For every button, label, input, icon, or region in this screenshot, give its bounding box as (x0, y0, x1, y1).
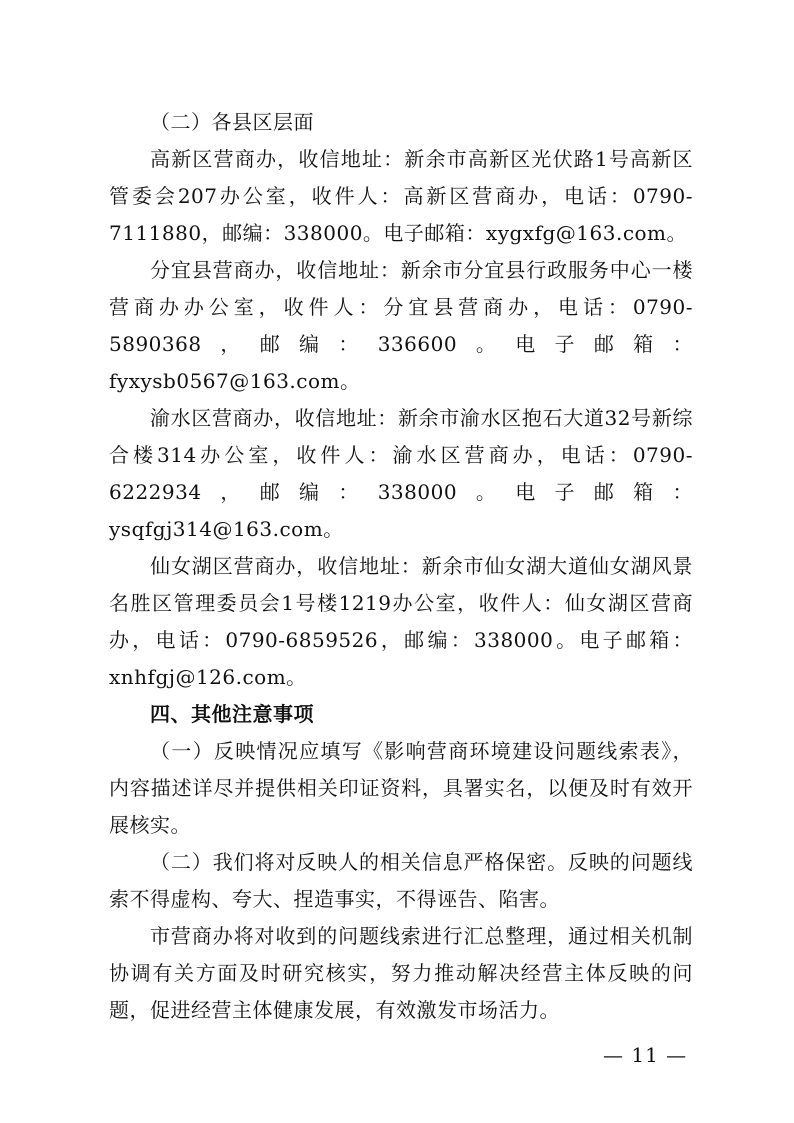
yushui-contact-paragraph: 渝水区营商办，收信地址：新余市渝水区抱石大道32号新综合楼314办公室，收件人：渝水区营商办，电话：0790-6222934，邮编：338000。电子邮箱：ysqfgj314@163.com。 (109, 406, 693, 541)
processing-paragraph: 市营商办将对收到的问题线索进行汇总整理，通过相关机制协调有关方面及时研究核实，努力推动解决经营主体反映的问题，促进经营主体健康发展，有效激发市场活力。 (109, 924, 693, 1022)
fenyi-contact-paragraph: 分宜县营商办，收信地址：新余市分宜县行政服务中心一楼营商办办公室，收件人：分宜县营商办，电话：0790-5890368，邮编：336600。电子邮箱：fyxysb0567@163.com。 (109, 258, 693, 393)
form-requirement-paragraph: （一）反映情况应填写《影响营商环境建设问题线索表》，内容描述详尽并提供相关印证资料，具署实名，以便及时有效开展核实。 (109, 739, 693, 837)
xiannvhu-contact-paragraph: 仙女湖区营商办，收信地址：新余市仙女湖大道仙女湖风景名胜区管理委员会1号楼1219办公室，收件人：仙女湖区营商办，电话：0790-6859526，邮编：338000。电子邮箱：xnhfgj@126.com。 (109, 554, 693, 689)
confidentiality-paragraph: （二）我们将对反映人的相关信息严格保密。反映的问题线索不得虚构、夸大、捏造事实，不得诬告、陷害。 (109, 850, 693, 911)
other-notes-heading: 四、其他注意事项 (150, 702, 314, 726)
gaoxin-contact-paragraph: 高新区营商办，收信地址：新余市高新区光伏路1号高新区管委会207办公室，收件人：高新区营商办，电话：0790-7111880，邮编：338000。电子邮箱：xygxfg@163.com。 (109, 147, 693, 245)
county-level-heading: （二）各县区层面 (150, 110, 314, 134)
page-number: — 11 — (603, 1043, 688, 1067)
document-body (109, 104, 693, 1029)
